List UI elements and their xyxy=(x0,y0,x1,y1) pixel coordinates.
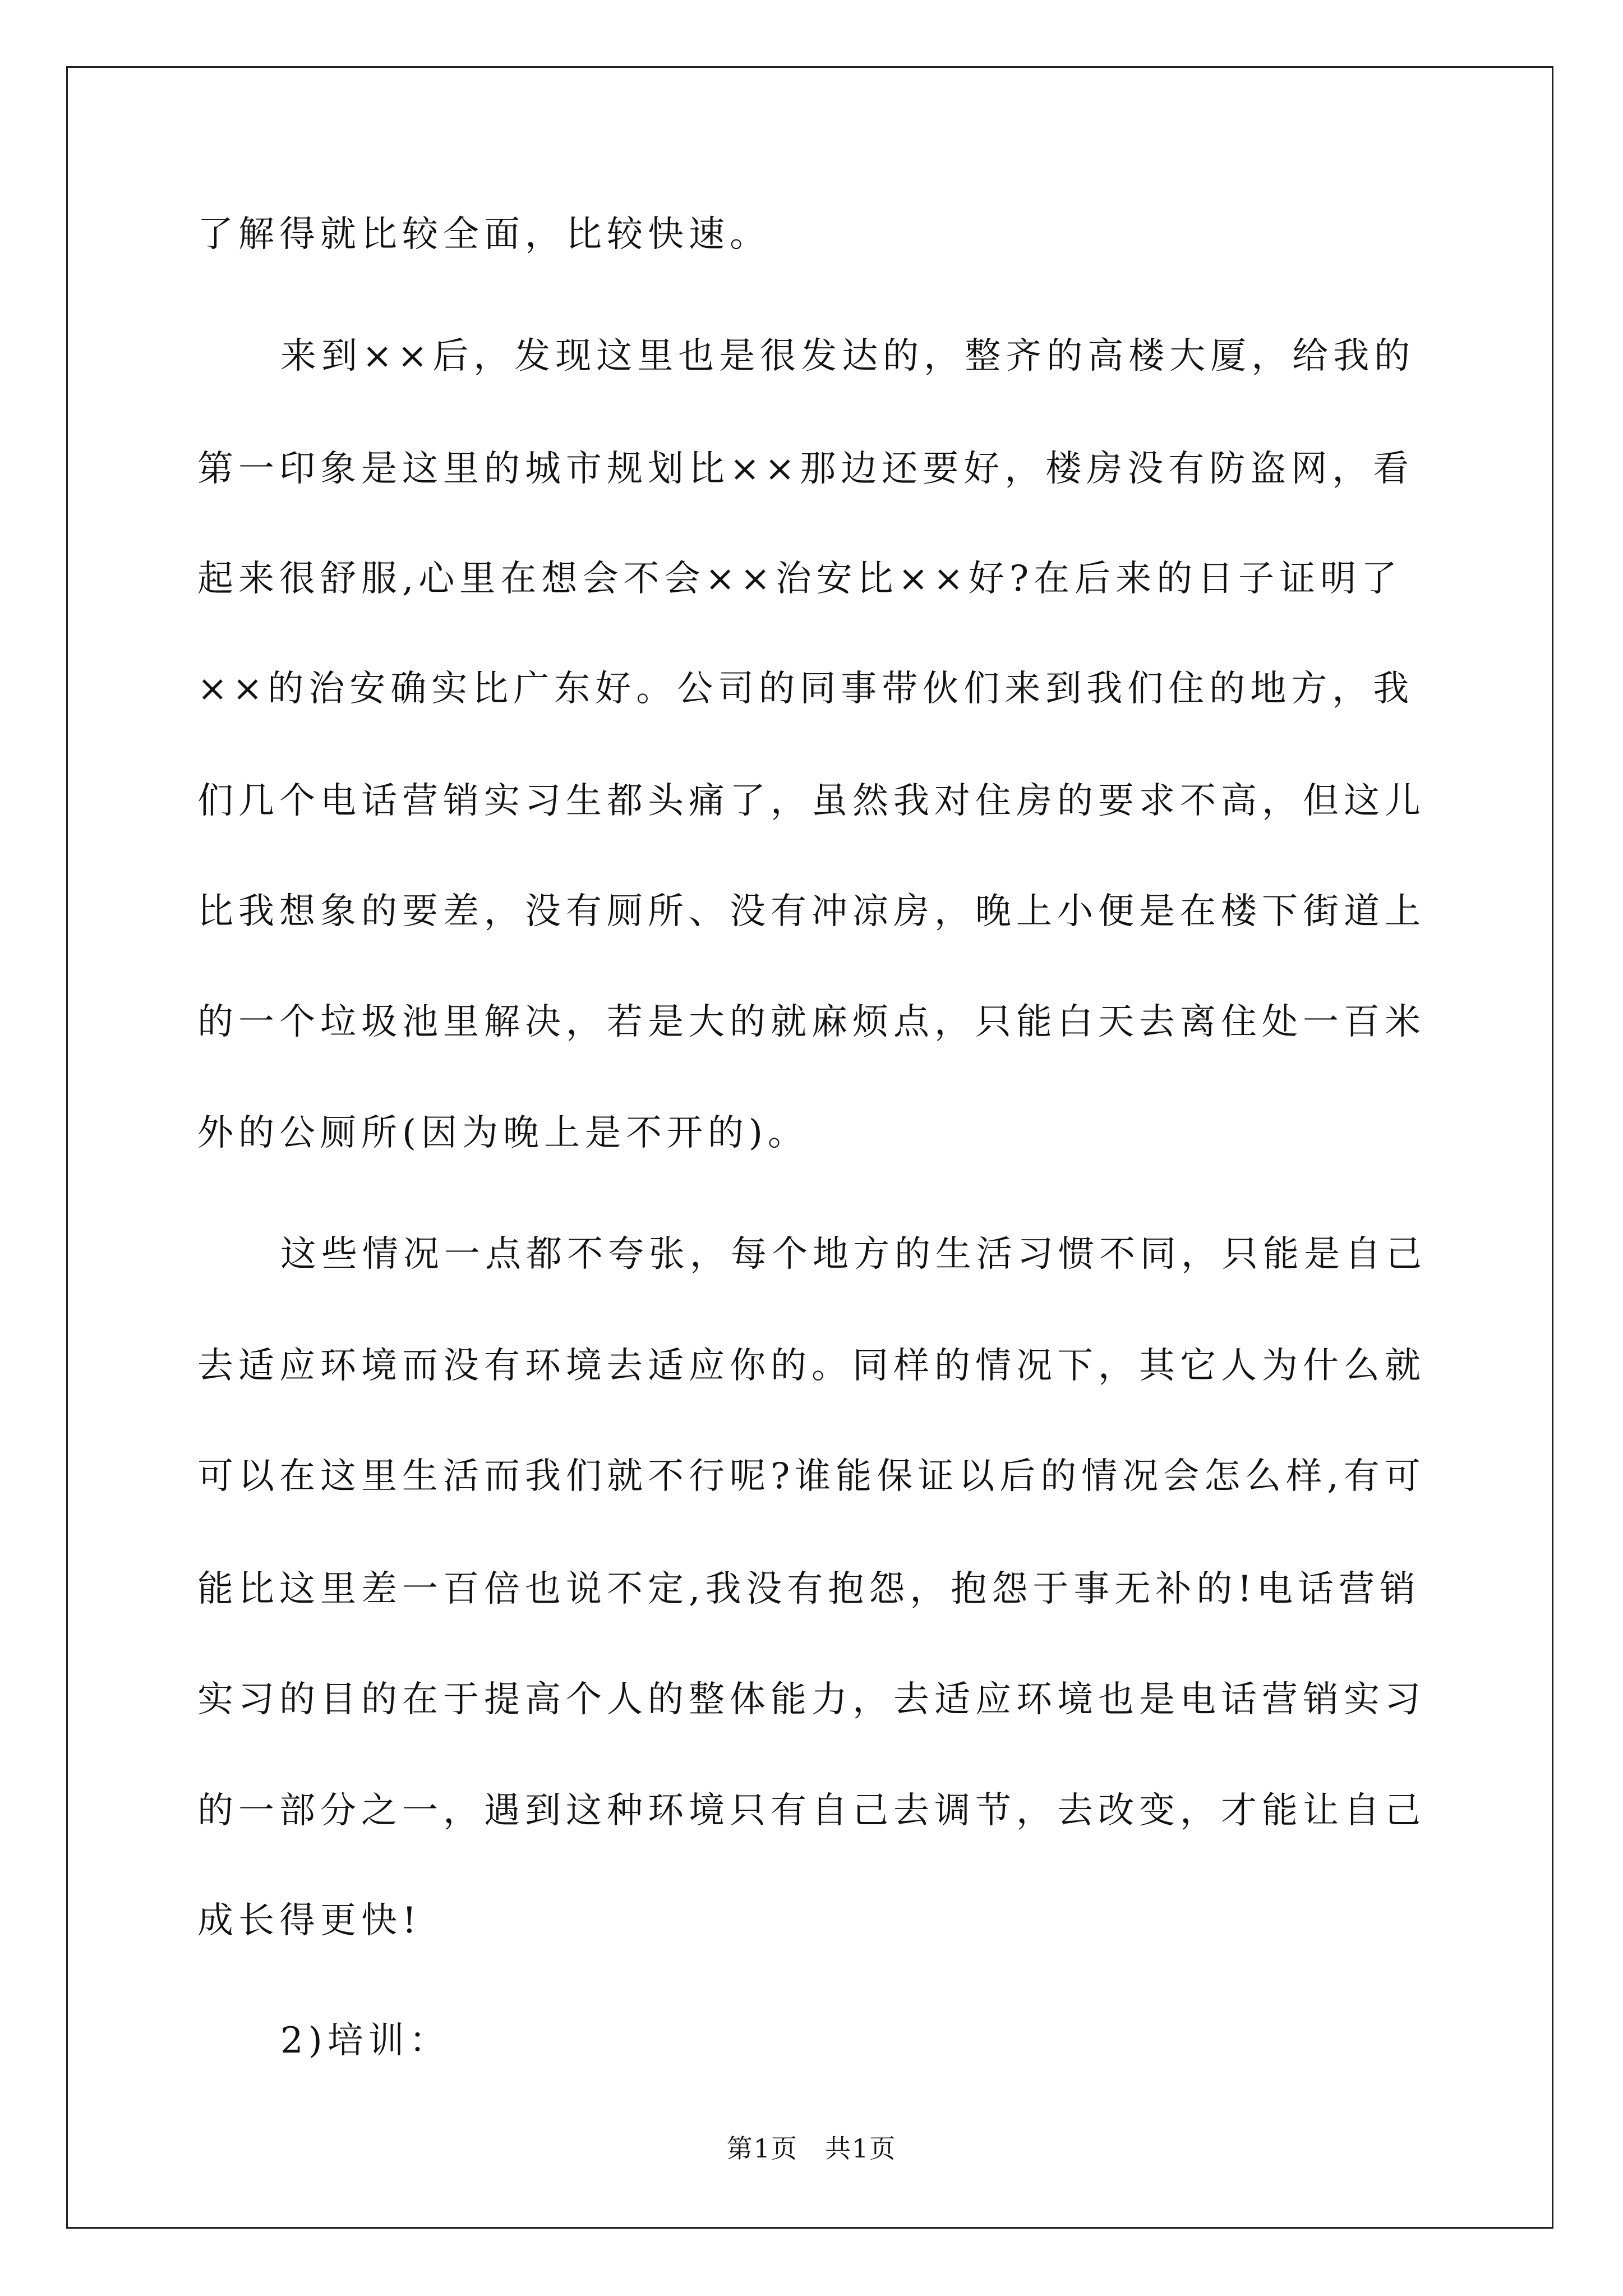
section-heading: 2)培训： xyxy=(280,2020,450,2062)
text-line: 的一个垃圾池里解决，若是大的就麻烦点，只能白天去离住处一百米 xyxy=(197,1001,1426,1043)
paragraph-2-line: 这些情况一点都不夸张，每个地方的生活习惯不同，只能是自己 xyxy=(280,1234,1427,1275)
text-line: 起来很舒服,心里在想会不会××治安比××好?在后来的日子证明了 xyxy=(197,558,1403,600)
text-line: 可以在这里生活而我们就不行呢?谁能保证以后的情况会怎么样,有可 xyxy=(197,1456,1426,1497)
text-line: 第一印象是这里的城市规划比××那边还要好，楼房没有防盗网，看 xyxy=(197,448,1414,490)
text-line: 实习的目的在于提高个人的整体能力，去适应环境也是电话营销实习 xyxy=(197,1679,1426,1720)
text-line: 的一部分之一，遇到这种环境只有自己去调节，去改变，才能让自己 xyxy=(197,1790,1426,1832)
text-line: 能比这里差一百倍也说不定,我没有抱怨，抱怨于事无补的!电话营销 xyxy=(197,1568,1421,1610)
text-line: ××的治安确实比广东好。公司的同事带伙们来到我们住的地方，我 xyxy=(197,668,1414,710)
page-number-footer: 第1页 共1页 xyxy=(726,2133,897,2164)
text-line: 了解得就比较全面，比较快速。 xyxy=(197,214,771,255)
text-line: 成长得更快! xyxy=(197,1900,422,1941)
text-line: 比我想象的要差，没有厕所、没有冲凉房，晚上小便是在楼下街道上 xyxy=(197,891,1426,932)
text-line: 外的公厕所(因为晚上是不开的)。 xyxy=(197,1112,809,1154)
text-line: 们几个电话营销实习生都头痛了，虽然我对住房的要求不高，但这儿 xyxy=(197,780,1426,822)
paragraph-1-line: 来到××后，发现这里也是很发达的，整齐的高楼大厦，给我的 xyxy=(280,335,1415,377)
text-line: 去适应环境而没有环境去适应你的。同样的情况下，其它人为什么就 xyxy=(197,1345,1426,1387)
